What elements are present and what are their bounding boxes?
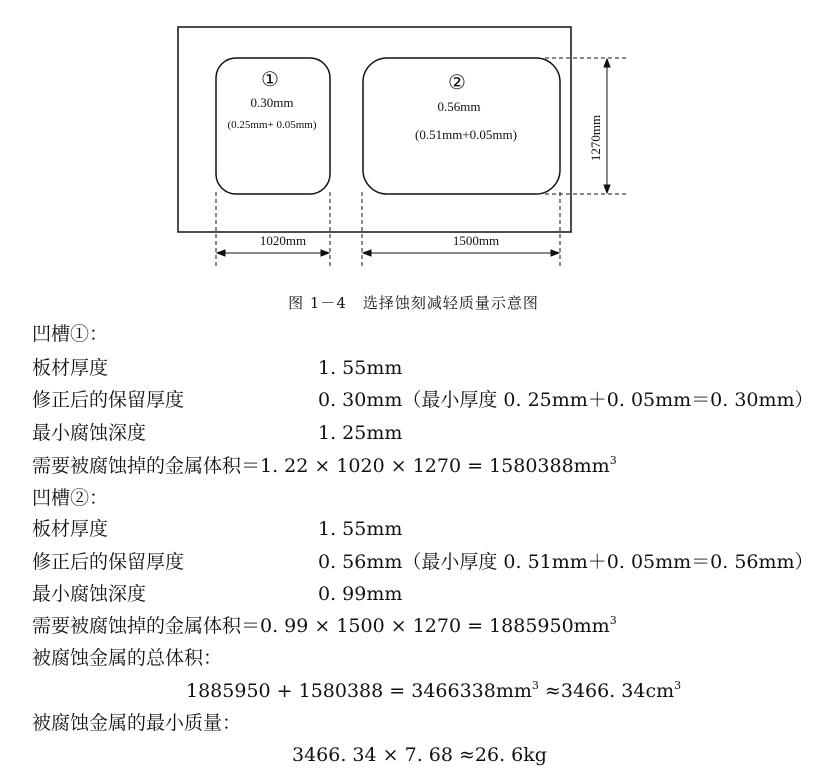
mass-heading: 被腐蚀金属的最小质量： [32, 712, 242, 734]
exponent: 3 [609, 454, 617, 467]
row-value: 1. 55mm [318, 518, 403, 540]
dimension-width-2 [363, 250, 559, 256]
volume-formula: 需要被腐蚀掉的金属体积＝0. 99 × 1500 × 1270 = 1885950mm [32, 615, 610, 637]
groove-2-row-retained [32, 551, 814, 573]
exponent: 3 [674, 679, 682, 692]
groove-1-volume [32, 455, 617, 477]
mass-formula: 3466. 34 × 7. 68 ≈26. 6kg [292, 744, 547, 766]
figure-caption: 图 1－4 选择蚀刻减轻质量示意图 [288, 294, 539, 312]
etching-diagram [0, 0, 827, 300]
total-formula-b: ≈3466. 34cm [538, 680, 675, 702]
row-label: 修正后的保留厚度 [32, 389, 185, 411]
dim-width-1-label: 1020mm [259, 233, 307, 248]
dim-height-label: 1270mm [588, 114, 603, 162]
groove-1-thickness: 0.30mm [250, 95, 294, 110]
groove-1-row-depth [32, 422, 403, 444]
groove-1-heading: 凹槽①： [32, 323, 109, 345]
groove-1-number: ① [261, 69, 279, 91]
total-volume-heading: 被腐蚀金属的总体积： [32, 647, 223, 669]
row-label: 最小腐蚀深度 [32, 422, 147, 444]
groove-2-heading: 凹槽②： [32, 487, 109, 509]
groove-2-thickness: 0.56mm [437, 99, 481, 114]
row-label: 最小腐蚀深度 [32, 583, 147, 605]
exponent: 3 [531, 679, 539, 692]
dim-width-2-label: 1500mm [452, 233, 500, 248]
groove-1-row-retained [32, 389, 814, 411]
row-value: 0. 56mm（最小厚度 0. 51mm＋0. 05mm＝0. 56mm） [318, 551, 814, 573]
total-volume-formula [186, 680, 681, 702]
groove-2-row-thickness [32, 518, 403, 540]
dimension-width-1 [217, 250, 329, 256]
groove-2-number: ② [448, 72, 466, 94]
dimension-height [604, 59, 610, 193]
volume-formula: 需要被腐蚀掉的金属体积＝1. 22 × 1020 × 1270 = 1580388mm [32, 455, 610, 477]
groove-2-volume [32, 615, 617, 637]
row-value: 1. 25mm [318, 422, 403, 444]
groove-1-row-thickness [32, 357, 403, 379]
exponent: 3 [609, 614, 617, 627]
groove-2-formula: (0.51mm+0.05mm) [415, 127, 517, 142]
row-label: 修正后的保留厚度 [32, 551, 185, 573]
row-value: 0. 99mm [318, 583, 403, 605]
row-value: 1. 55mm [318, 357, 403, 379]
groove-2-row-depth [32, 583, 403, 605]
row-label: 板材厚度 [32, 518, 109, 540]
total-formula-a: 1885950 + 1580388 = 3466338mm [186, 680, 532, 702]
row-label: 板材厚度 [32, 357, 109, 379]
row-value: 0. 30mm（最小厚度 0. 25mm＋0. 05mm＝0. 30mm） [318, 389, 814, 411]
groove-1-formula: (0.25mm+ 0.05mm) [227, 119, 317, 131]
